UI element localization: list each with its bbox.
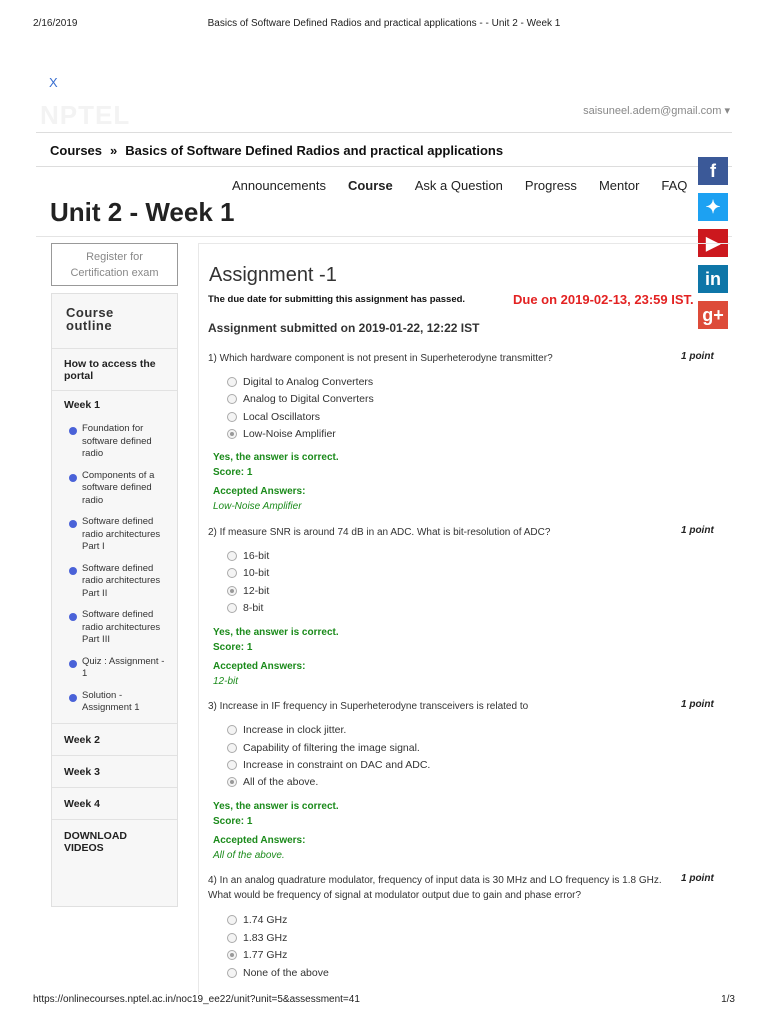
breadcrumb-courses-link[interactable]: Courses — [50, 143, 103, 158]
option-label: Low-Noise Amplifier — [243, 428, 336, 440]
sidebar-subitem-label: Foundation for software defined radio — [82, 423, 152, 459]
option-label: Increase in clock jitter. — [243, 724, 347, 736]
radio-button[interactable] — [227, 603, 237, 613]
sidebar-subitem-label: Software defined radio architectures Part I — [82, 516, 161, 552]
option-label: Increase in constraint on DAC and ADC. — [243, 759, 431, 771]
accepted-answer: All of the above. — [213, 850, 285, 861]
answer-option[interactable] — [227, 932, 287, 944]
answer-option[interactable] — [227, 428, 336, 440]
nav-course[interactable]: Course — [347, 178, 393, 193]
option-label: Local Oscillators — [243, 411, 321, 423]
option-label: None of the above — [243, 967, 329, 979]
correct-feedback: Yes, the answer is correct. — [213, 627, 339, 638]
sidebar-subitem-label: Software defined radio architectures Part II — [82, 562, 161, 599]
nav-faq[interactable]: FAQ — [661, 178, 688, 193]
register-certification-button[interactable] — [51, 243, 178, 286]
answer-option[interactable] — [227, 967, 329, 979]
answer-option[interactable] — [227, 550, 269, 562]
linkedin-icon[interactable]: in — [698, 265, 728, 293]
option-label: Analog to Digital Converters — [243, 393, 374, 405]
course-nav — [232, 178, 687, 193]
radio-button[interactable] — [227, 725, 237, 735]
sidebar-subitem[interactable] — [52, 606, 177, 653]
nav-mentor[interactable]: Mentor — [598, 178, 640, 193]
page-title: Unit 2 - Week 1 — [50, 197, 235, 227]
bullet-icon — [69, 474, 77, 482]
youtube-icon[interactable]: ▶ — [698, 229, 728, 257]
answer-option[interactable] — [227, 585, 269, 597]
radio-button[interactable] — [227, 933, 237, 943]
bullet-icon — [69, 660, 77, 668]
question-points: 1 point — [681, 873, 714, 884]
option-label: 1.74 GHz — [243, 914, 288, 926]
sidebar-subitem[interactable] — [52, 467, 177, 514]
print-date: 2/16/2019 — [33, 18, 78, 29]
option-label: 12-bit — [243, 585, 270, 597]
radio-button[interactable] — [227, 412, 237, 422]
submitted-timestamp: Assignment submitted on 2019-01-22, 12:22 IST — [208, 321, 480, 335]
answer-option[interactable] — [227, 742, 420, 754]
bullet-icon — [69, 613, 77, 621]
radio-button[interactable] — [227, 760, 237, 770]
answer-option[interactable] — [227, 724, 346, 736]
bullet-icon — [69, 520, 77, 528]
accepted-answers-label: Accepted Answers: — [213, 661, 306, 672]
print-url: https://onlinecourses.nptel.ac.in/noc19_ee22/unit?unit=5&assessment=41 — [33, 994, 360, 1005]
bullet-icon — [69, 427, 77, 435]
score: Score: 1 — [213, 642, 253, 653]
sidebar-item-week-2[interactable]: Week 2 — [52, 723, 177, 755]
accepted-answer: Low-Noise Amplifier — [213, 501, 302, 512]
radio-button[interactable] — [227, 968, 237, 978]
sidebar-subitem-label: Solution - Assignment 1 — [82, 689, 140, 713]
radio-button-selected[interactable] — [227, 429, 237, 439]
answer-option[interactable] — [227, 411, 320, 423]
option-label: 1.77 GHz — [243, 949, 288, 961]
sidebar-subitem[interactable] — [52, 687, 177, 723]
sidebar-item-how-to-access[interactable]: How to access the portal — [52, 348, 177, 390]
sidebar-subitem[interactable] — [52, 560, 177, 607]
answer-option[interactable] — [227, 393, 374, 405]
question-text: 3) Increase in IF frequency in Superheterodyne transceivers is related to — [208, 701, 529, 712]
sidebar-subitem-label: Quiz : Assignment - 1 — [82, 655, 165, 679]
radio-button[interactable] — [227, 568, 237, 578]
bullet-icon — [69, 567, 77, 575]
print-header — [0, 18, 768, 32]
sidebar-item-week-1[interactable]: Week 1 — [52, 390, 177, 423]
sidebar-subitem[interactable] — [52, 653, 177, 687]
breadcrumb — [50, 143, 503, 158]
nav-ask-question[interactable]: Ask a Question — [414, 178, 503, 193]
option-label: 10-bit — [243, 567, 270, 579]
bullet-icon — [69, 694, 77, 702]
nav-progress[interactable]: Progress — [524, 178, 577, 193]
radio-button-selected[interactable] — [227, 777, 237, 787]
radio-button-selected[interactable] — [227, 586, 237, 596]
close-icon[interactable]: X — [49, 75, 58, 90]
radio-button[interactable] — [227, 551, 237, 561]
answer-option[interactable] — [227, 776, 318, 788]
answer-option[interactable] — [227, 949, 287, 961]
course-outline-sidebar — [51, 293, 178, 907]
correct-feedback: Yes, the answer is correct. — [213, 452, 339, 463]
option-label: Digital to Analog Converters — [243, 376, 374, 388]
assignment-title: Assignment -1 — [209, 264, 337, 286]
course-outline-heading-line1: Course — [66, 305, 114, 320]
divider — [36, 166, 732, 167]
sidebar-item-week-4[interactable]: Week 4 — [52, 787, 177, 819]
accepted-answers-label: Accepted Answers: — [213, 486, 306, 497]
breadcrumb-course-link[interactable]: Basics of Software Defined Radios and practical applications — [125, 143, 504, 158]
question-text: 1) Which hardware component is not present in Superheterodyne transmitter? — [208, 353, 553, 364]
option-label: All of the above. — [243, 776, 319, 788]
answer-option[interactable] — [227, 602, 263, 614]
register-label-line1: Register for — [86, 251, 143, 263]
register-label-line2: Certification exam — [70, 267, 159, 279]
score: Score: 1 — [213, 816, 253, 827]
divider — [36, 132, 732, 133]
accepted-answers-label: Accepted Answers: — [213, 835, 306, 846]
answer-option[interactable] — [227, 759, 430, 771]
sidebar-subitem-label: Software defined radio architectures Part III — [82, 609, 161, 645]
sidebar-item-week-3[interactable]: Week 3 — [52, 755, 177, 787]
option-label: 8-bit — [243, 602, 264, 614]
sidebar-subitem[interactable] — [52, 513, 177, 560]
question-points: 1 point — [681, 525, 714, 536]
print-title: Basics of Software Defined Radios and practical applications - - Unit 2 - Week 1 — [207, 18, 561, 29]
radio-button[interactable] — [227, 394, 237, 404]
sidebar-subitem[interactable] — [52, 423, 177, 467]
course-outline-heading — [52, 294, 177, 348]
radio-button[interactable] — [227, 377, 237, 387]
question-text: 4) In an analog quadrature modulator, frequency of input data is 30 MHz and LO frequency is 1.8 GHz. What would be frequency of signal at modulator output due to gain and phase error? — [208, 875, 662, 901]
user-menu[interactable]: saisuneel.adem@gmail.com ▾ — [583, 105, 730, 117]
option-label: 1.83 GHz — [243, 932, 288, 944]
twitter-icon[interactable]: ✦ — [698, 193, 728, 221]
facebook-icon[interactable]: f — [698, 157, 728, 185]
breadcrumb-separator: » — [110, 143, 118, 158]
radio-button[interactable] — [227, 743, 237, 753]
question-points: 1 point — [681, 351, 714, 362]
due-date: Due on 2019-02-13, 23:59 IST. — [513, 292, 694, 307]
sidebar-item-download-videos[interactable]: DOWNLOAD VIDEOS — [52, 819, 177, 863]
option-label: 16-bit — [243, 550, 270, 562]
nav-announcements[interactable]: Announcements — [232, 178, 326, 193]
due-passed-notice: The due date for submitting this assignment has passed. — [208, 294, 466, 305]
course-outline-heading-line2: outline — [66, 318, 113, 333]
assignment-panel — [198, 243, 730, 994]
option-label: Capability of filtering the image signal. — [243, 742, 420, 754]
radio-button-selected[interactable] — [227, 950, 237, 960]
radio-button[interactable] — [227, 915, 237, 925]
answer-option[interactable] — [227, 376, 373, 388]
divider — [36, 236, 732, 237]
accepted-answer: 12-bit — [213, 676, 239, 687]
logo: NPTEL — [40, 100, 131, 130]
score: Score: 1 — [213, 467, 253, 478]
correct-feedback: Yes, the answer is correct. — [213, 801, 339, 812]
answer-option[interactable] — [227, 914, 287, 926]
question-text: 2) If measure SNR is around 74 dB in an ADC. What is bit-resolution of ADC? — [208, 527, 551, 538]
google-plus-icon[interactable]: g+ — [698, 301, 728, 329]
sidebar-subitem-label: Components of a software defined radio — [82, 469, 155, 506]
question-points: 1 point — [681, 699, 714, 710]
answer-option[interactable] — [227, 567, 269, 579]
print-page-number: 1/3 — [721, 994, 735, 1005]
